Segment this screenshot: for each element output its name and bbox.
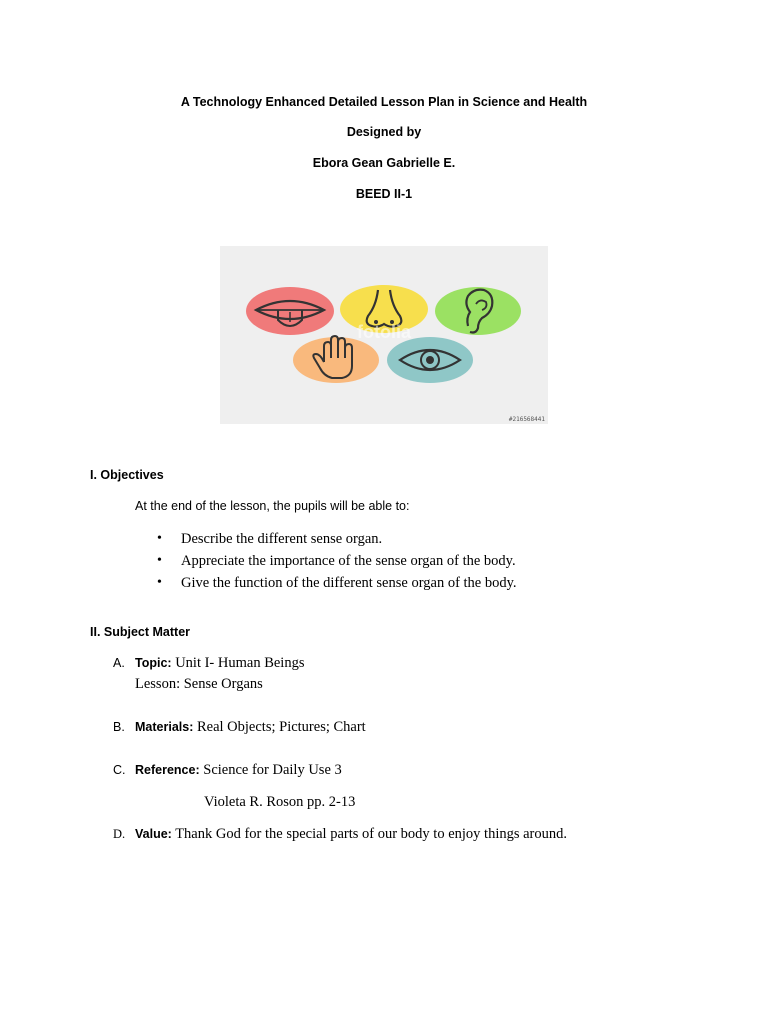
stock-id: #216568441 <box>508 416 545 423</box>
designed-by-label: Designed by <box>346 125 422 139</box>
reference-item <box>113 759 342 781</box>
item-letter: C. <box>113 763 126 777</box>
five-senses-image <box>220 246 548 424</box>
document-title: A Technology Enhanced Detailed Lesson Plan in Science and Health <box>180 95 588 109</box>
objective-text: Appreciate the importance of the sense organ of the body. <box>181 553 516 569</box>
materials-item <box>113 716 366 738</box>
eye-icon <box>387 337 473 383</box>
objectives-intro: At the end of the lesson, the pupils will be able to: <box>135 499 410 513</box>
bullet-icon: • <box>157 575 162 590</box>
item-letter: B. <box>113 720 125 734</box>
value-text: Thank God for the special parts of our body to enjoy things around. <box>171 826 568 842</box>
objective-text: Describe the different sense organ. <box>181 531 383 547</box>
reference-author-line: Violeta R. Roson pp. 2-13 <box>204 794 356 810</box>
author-name: Ebora Gean Gabrielle E. <box>312 156 456 170</box>
reference-label: Reference: <box>135 763 200 777</box>
topic-value: Unit I- Human Beings <box>171 655 305 671</box>
ear-icon <box>435 287 521 335</box>
list-item <box>157 528 517 550</box>
bullet-icon: • <box>157 531 162 546</box>
item-letter: D. <box>113 827 126 841</box>
list-item <box>157 550 517 572</box>
objectives-list <box>157 528 517 594</box>
value-item <box>113 823 567 845</box>
materials-label: Materials: <box>135 720 194 734</box>
subject-matter-heading: II. Subject Matter <box>90 625 191 639</box>
hand-icon <box>293 336 379 383</box>
class-section: BEED II-1 <box>355 187 413 201</box>
objectives-heading: I. Objectives <box>90 468 164 482</box>
item-letter: A. <box>113 656 125 670</box>
tongue-icon <box>246 287 334 335</box>
value-label: Value: <box>135 827 172 841</box>
materials-value: Real Objects; Pictures; Chart <box>193 719 366 735</box>
list-item <box>157 572 517 594</box>
bullet-icon: • <box>157 553 162 568</box>
topic-label: Topic: <box>135 656 172 670</box>
lesson-line: Lesson: Sense Organs <box>135 676 263 692</box>
objective-text: Give the function of the different sense organ of the body. <box>181 575 517 591</box>
reference-value: Science for Daily Use 3 <box>199 762 342 778</box>
topic-item <box>113 652 304 674</box>
watermark-text: fotolia <box>357 322 411 342</box>
